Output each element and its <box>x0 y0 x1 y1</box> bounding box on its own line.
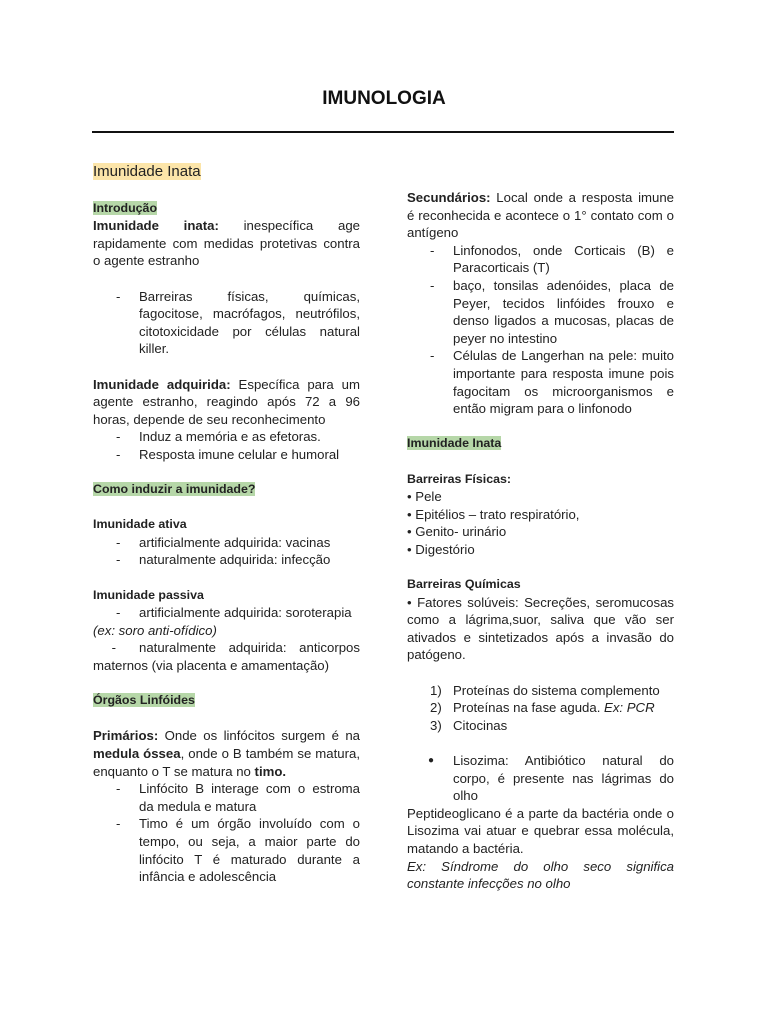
section-heading: Imunidade Inata <box>93 163 201 180</box>
left-column <box>93 162 360 886</box>
passiva-label: Imunidade passiva <box>93 587 204 602</box>
list-item: ● Lisozima: Antibiótico natural do corpo, é presente nas lágrimas do olho <box>407 752 674 805</box>
inata-paragraph: Imunidade inata: inespecífica age rapidamente com medidas protetivas contra o agente estranho <box>93 218 360 269</box>
intro-heading: Introdução <box>93 200 158 215</box>
list-item: - baço, tonsilas adenóides, placa de Peyer, tecidos linfóides frouxo e denso ligados a mucosas, placas de peyer no intestino <box>407 277 674 347</box>
lisozima-list <box>407 752 674 805</box>
passiva-list <box>93 604 360 622</box>
fisicas-item: • Epitélios – trato respiratório, <box>407 506 580 522</box>
list-item: - Linfonodos, onde Corticais (B) e Paracorticais (T) <box>407 242 674 277</box>
list-item: - Timo é um órgão involuído com o tempo, ou seja, a maior parte do linfócito T é maturado durante a infância e adolescência <box>93 815 360 885</box>
secundarios-paragraph: Secundários: Local onde a resposta imune é reconhecida e acontece o 1° contato com o antígeno <box>407 190 674 241</box>
fisicas-label: Barreiras Físicas: <box>407 471 512 486</box>
list-item: - Células de Langerhan na pele: muito importante para resposta imune pois fagocitam os microorganismos e então migram para o linfonodo <box>407 347 674 417</box>
list-item: - artificialmente adquirida: vacinas <box>93 534 360 552</box>
adquirida-list <box>93 428 360 463</box>
list-item: - artificialmente adquirida: soroterapia <box>93 604 360 622</box>
primarios-paragraph: Primários: Onde os linfócitos surgem é na medula óssea, onde o B também se matura, enquanto o T se matura no timo. <box>93 728 361 779</box>
list-item: 3) Citocinas <box>430 717 508 733</box>
fisicas-item: • Genito- urinário <box>407 524 507 540</box>
passiva-note: (ex: soro anti-ofídico) <box>93 622 217 638</box>
list-item: 2) Proteínas na fase aguda. Ex: PCR <box>430 700 655 716</box>
numbered-list <box>407 682 674 735</box>
fisicas-item: • Pele <box>407 489 442 505</box>
list-item: - naturalmente adquirida: infecção <box>93 551 360 569</box>
quimicas-paragraph: • Fatores solúveis: Secreções, seromucosas como a lágrima,suor, saliva que vão ser ativados e sintetizados após a invasão do patógeno. <box>407 594 674 663</box>
quimicas-label: Barreiras Químicas <box>407 577 521 592</box>
peptideo-paragraph: Peptideoglicano é a parte da bactéria onde o Lisozima vai atuar e quebrar essa molécula, matando a bactéria. <box>407 805 674 856</box>
primarios-list <box>93 780 360 886</box>
list-item: - Resposta imune celular e humoral <box>93 446 360 464</box>
list-item: - Linfócito B interage com o estroma da medula e matura <box>93 780 360 815</box>
induzir-heading: Como induzir a imunidade? <box>93 482 256 497</box>
example-paragraph: Ex: Síndrome do olho seco significa constante infecções no olho <box>407 858 674 892</box>
list-item: - Induz a memória e as efetoras. <box>93 428 360 446</box>
ativa-label: Imunidade ativa <box>93 517 187 532</box>
right-column <box>407 189 674 893</box>
inata-heading: Imunidade Inata <box>407 436 502 451</box>
list-item: - Barreiras físicas, químicas, fagocitose, macrófagos, neutrófilos, citotoxicidade por células natural killer. <box>93 288 360 358</box>
secundarios-list <box>407 242 674 418</box>
title-divider <box>92 131 674 133</box>
list-item: 1) Proteínas do sistema complemento <box>430 682 660 698</box>
adquirida-paragraph: Imunidade adquirida: Específica para um agente estranho, reagindo após 72 a 96 horas, depende de seu reconhecimento <box>93 376 360 427</box>
inata-list <box>93 288 360 358</box>
page-title: IMUNOLOGIA <box>322 88 446 109</box>
ativa-list <box>93 534 360 569</box>
passiva-item-2: - naturalmente adquirida: anticorpos maternos (via placenta e amamentação) <box>93 640 360 674</box>
orgaos-heading: Órgãos Linfóides <box>93 693 195 708</box>
fisicas-item: • Digestório <box>407 541 475 557</box>
